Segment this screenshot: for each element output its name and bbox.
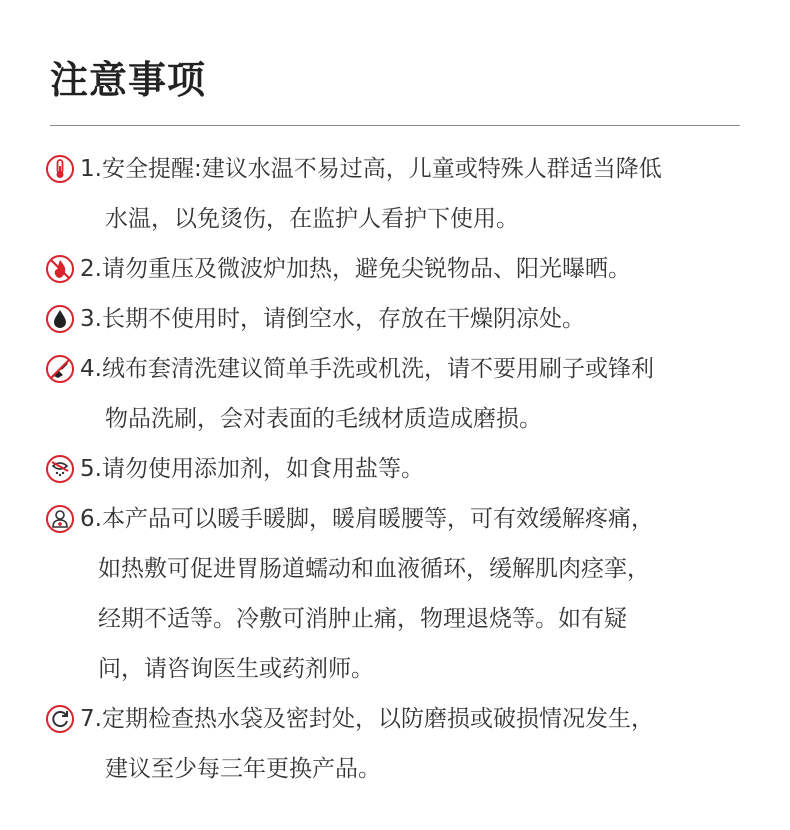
- item-7-line-1: 7.定期检查热水袋及密封处，以防磨损或破损情况发生，: [80, 706, 654, 732]
- doctor-icon: [45, 504, 75, 534]
- thermometer-icon: [45, 154, 75, 184]
- water-drop-icon: [45, 304, 75, 334]
- item-6-line-4: 问，请咨询医生或药剂师。: [98, 656, 374, 682]
- item-5-line-1: 5.请勿使用添加剂，如食用盐等。: [80, 456, 424, 482]
- item-7-line-2: 建议至少每三年更换产品。: [105, 756, 381, 782]
- item-4-line-2: 物品洗刷，会对表面的毛绒材质造成磨损。: [105, 406, 542, 432]
- item-6-line-2: 如热敷可促进胃肠道蠕动和血液循环，缓解肌肉痉挛，: [98, 556, 650, 582]
- title-divider: [50, 125, 740, 126]
- no-additive-icon: [45, 454, 75, 484]
- item-6-line-1: 6.本产品可以暖手暖脚，暖肩暖腰等，可有效缓解疼痛，: [80, 506, 654, 532]
- item-2-line-1: 2.请勿重压及微波炉加热，避免尖锐物品、阳光曝晒。: [80, 256, 631, 282]
- refresh-icon: [45, 704, 75, 734]
- item-3-line-1: 3.长期不使用时，请倒空水，存放在干燥阴凉处。: [80, 306, 585, 332]
- item-1-line-1: 1.安全提醒:建议水温不易过高，儿童或特殊人群适当降低: [80, 156, 662, 182]
- item-4-line-1: 4.绒布套清洗建议简单手洗或机洗，请不要用刷子或锋利: [80, 356, 654, 382]
- item-6-line-3: 经期不适等。冷敷可消肿止痛，物理退烧等。如有疑: [98, 606, 627, 632]
- page-title: 注意事项: [50, 58, 207, 102]
- no-fire-icon: [45, 254, 75, 284]
- item-1-line-2: 水温，以免烫伤，在监护人看护下使用。: [105, 206, 519, 232]
- no-brush-icon: [45, 354, 75, 384]
